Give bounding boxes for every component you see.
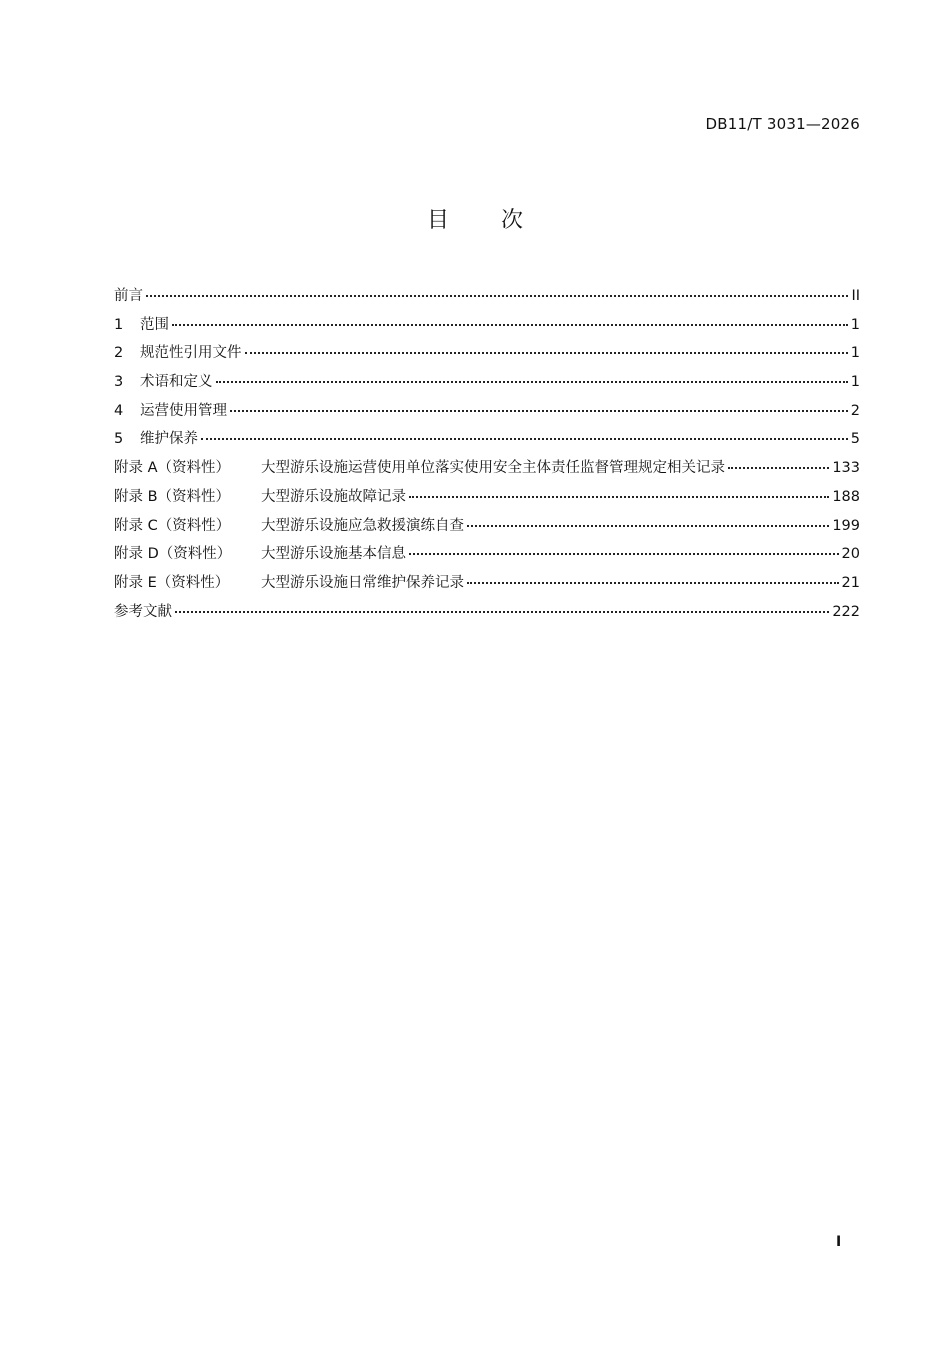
toc-entry-page: 5 — [850, 431, 860, 448]
toc-entry-page: 1 — [850, 345, 860, 362]
toc-entry-page: 20 — [841, 546, 860, 563]
toc-dot-leader — [728, 467, 829, 469]
toc-entry-appendix-prefix: 附录 D（资料性） — [114, 546, 232, 563]
toc-entry[interactable] — [114, 542, 860, 571]
toc-entry-number: 1 — [114, 316, 124, 333]
toc-entry-label — [114, 514, 464, 535]
toc-dot-leader — [230, 410, 848, 412]
toc-title-left: 目 — [426, 208, 449, 233]
toc-entry-appendix-prefix: 附录 B（资料性） — [114, 488, 231, 505]
toc-entry-text: 大型游乐设施故障记录 — [261, 488, 406, 505]
toc-dot-leader — [245, 352, 848, 354]
toc-entry-label — [114, 399, 227, 420]
toc-dot-leader — [409, 553, 839, 555]
toc-entry-label — [114, 313, 169, 334]
toc-entry-text: 运营使用管理 — [140, 402, 227, 419]
toc-entry[interactable] — [114, 514, 860, 543]
toc-entry[interactable] — [114, 284, 860, 313]
toc-entry[interactable] — [114, 313, 860, 342]
toc-entry-page: 1 — [850, 374, 860, 391]
toc-entry-text: 规范性引用文件 — [140, 345, 242, 362]
toc-entry-text: 大型游乐设施运营使用单位落实使用安全主体责任监督管理规定相关记录 — [261, 460, 725, 477]
toc-entry-page: 2 — [850, 402, 860, 419]
toc-entry-text: 前言 — [114, 288, 143, 304]
toc-list — [114, 284, 860, 628]
toc-entry-label — [114, 571, 464, 592]
page-number: I — [836, 1234, 842, 1250]
toc-entry[interactable] — [114, 571, 860, 600]
toc-dot-leader — [175, 611, 829, 613]
toc-title — [0, 203, 950, 234]
toc-entry-text: 术语和定义 — [140, 374, 213, 391]
toc-entry-appendix-prefix: 附录 C（资料性） — [114, 517, 231, 534]
toc-entry-number: 5 — [114, 431, 124, 448]
toc-entry-label — [114, 284, 143, 305]
toc-dot-leader — [172, 324, 848, 326]
toc-entry-number: 4 — [114, 402, 124, 419]
toc-entry-text: 参考文献 — [114, 603, 172, 620]
toc-entry[interactable] — [114, 370, 860, 399]
toc-entry-number: 2 — [114, 345, 124, 362]
toc-entry[interactable] — [114, 399, 860, 428]
toc-title-right: 次 — [501, 208, 524, 233]
toc-entry[interactable] — [114, 456, 860, 485]
toc-entry-page: 199 — [832, 517, 860, 534]
toc-entry-text: 范围 — [140, 316, 169, 333]
toc-entry-appendix-prefix: 附录 A（资料性） — [114, 460, 231, 477]
toc-entry-label — [114, 542, 406, 563]
toc-entry-page: 21 — [841, 574, 860, 591]
toc-entry-label — [114, 600, 172, 621]
toc-entry[interactable] — [114, 485, 860, 514]
toc-entry-page: II — [851, 288, 860, 304]
toc-dot-leader — [146, 295, 848, 297]
toc-entry-text: 大型游乐设施基本信息 — [261, 546, 406, 563]
toc-entry-text: 大型游乐设施应急救援演练自查 — [261, 517, 464, 534]
toc-dot-leader — [201, 438, 848, 440]
toc-dot-leader — [467, 525, 829, 527]
toc-dot-leader — [467, 582, 839, 584]
toc-entry[interactable] — [114, 341, 860, 370]
toc-entry-text: 维护保养 — [140, 431, 198, 448]
toc-entry-label — [114, 427, 198, 448]
toc-entry-page: 1 — [850, 316, 860, 333]
toc-entry[interactable] — [114, 600, 860, 629]
toc-entry-page: 222 — [832, 603, 860, 620]
toc-dot-leader — [216, 381, 848, 383]
toc-entry[interactable] — [114, 427, 860, 456]
toc-entry-number: 3 — [114, 374, 124, 391]
document-code: DB11/T 3031—2026 — [705, 115, 860, 133]
toc-entry-label — [114, 370, 213, 391]
toc-entry-appendix-prefix: 附录 E（资料性） — [114, 574, 230, 591]
toc-entry-page: 188 — [832, 488, 860, 505]
toc-entry-text: 大型游乐设施日常维护保养记录 — [261, 574, 464, 591]
toc-entry-label — [114, 456, 725, 477]
toc-dot-leader — [409, 496, 829, 498]
toc-entry-page: 133 — [832, 460, 860, 477]
toc-entry-label — [114, 341, 242, 362]
toc-entry-label — [114, 485, 406, 506]
